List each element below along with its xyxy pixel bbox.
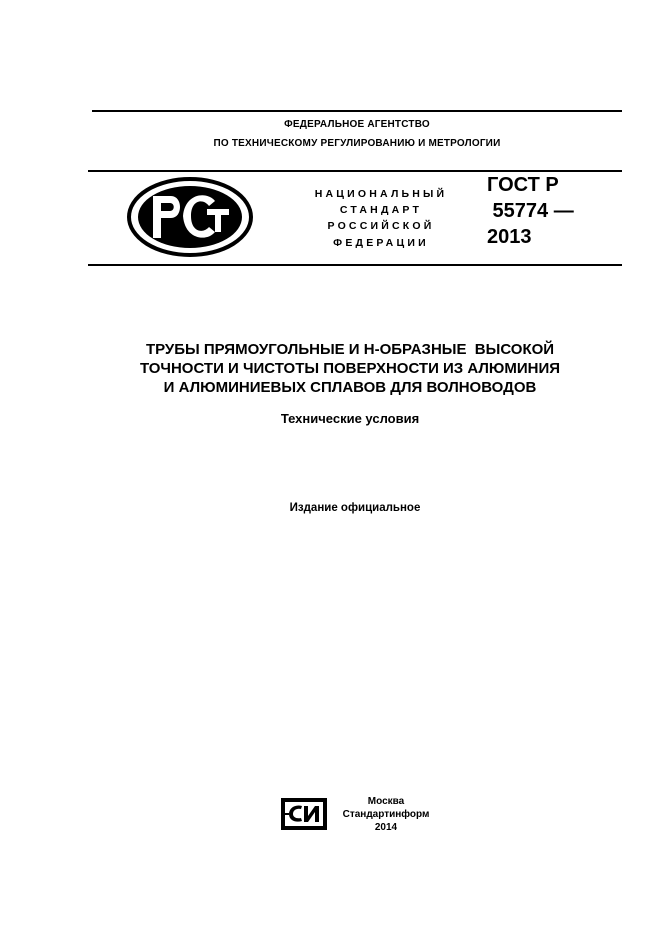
agency-name-line2: ПО ТЕХНИЧЕСКОМУ РЕГУЛИРОВАНИЮ И МЕТРОЛОГИИ xyxy=(213,138,501,149)
standard-label-line1: НАЦИОНАЛЬНЫЙ xyxy=(314,188,448,200)
edition-note: Издание официальное xyxy=(289,502,421,514)
document-title-line3: И АЛЮМИНИЕВЫХ СПЛАВОВ ДЛЯ ВОЛНОВОДОВ xyxy=(163,379,537,396)
gost-designation-line2: 55774 — xyxy=(487,200,574,222)
standard-label-line3: РОССИЙСКОЙ xyxy=(327,220,435,232)
standartinform-logo-icon xyxy=(280,797,328,831)
publisher-name: Стандартинформ xyxy=(342,809,430,820)
standard-block-bottom-rule xyxy=(88,264,622,266)
publisher-city: Москва xyxy=(367,796,405,807)
document-subtitle: Технические условия xyxy=(280,411,420,426)
publisher-year: 2014 xyxy=(374,822,398,833)
gost-designation-line1: ГОСТ Р xyxy=(487,174,559,196)
document-title-line1: ТРУБЫ ПРЯМОУГОЛЬНЫЕ И Н-ОБРАЗНЫЕ ВЫСОКОЙ xyxy=(145,341,555,358)
rst-logo-icon xyxy=(127,176,253,258)
gost-designation-line3: 2013 xyxy=(487,226,532,248)
standard-label-line2: СТАНДАРТ xyxy=(339,204,423,216)
agency-name-line1: ФЕДЕРАЛЬНОЕ АГЕНТСТВО xyxy=(284,119,430,130)
document-title-line2: ТОЧНОСТИ И ЧИСТОТЫ ПОВЕРХНОСТИ ИЗ АЛЮМИНИЯ xyxy=(139,360,561,377)
header-top-rule xyxy=(92,110,622,112)
standard-label-line4: ФЕДЕРАЦИИ xyxy=(333,237,429,249)
